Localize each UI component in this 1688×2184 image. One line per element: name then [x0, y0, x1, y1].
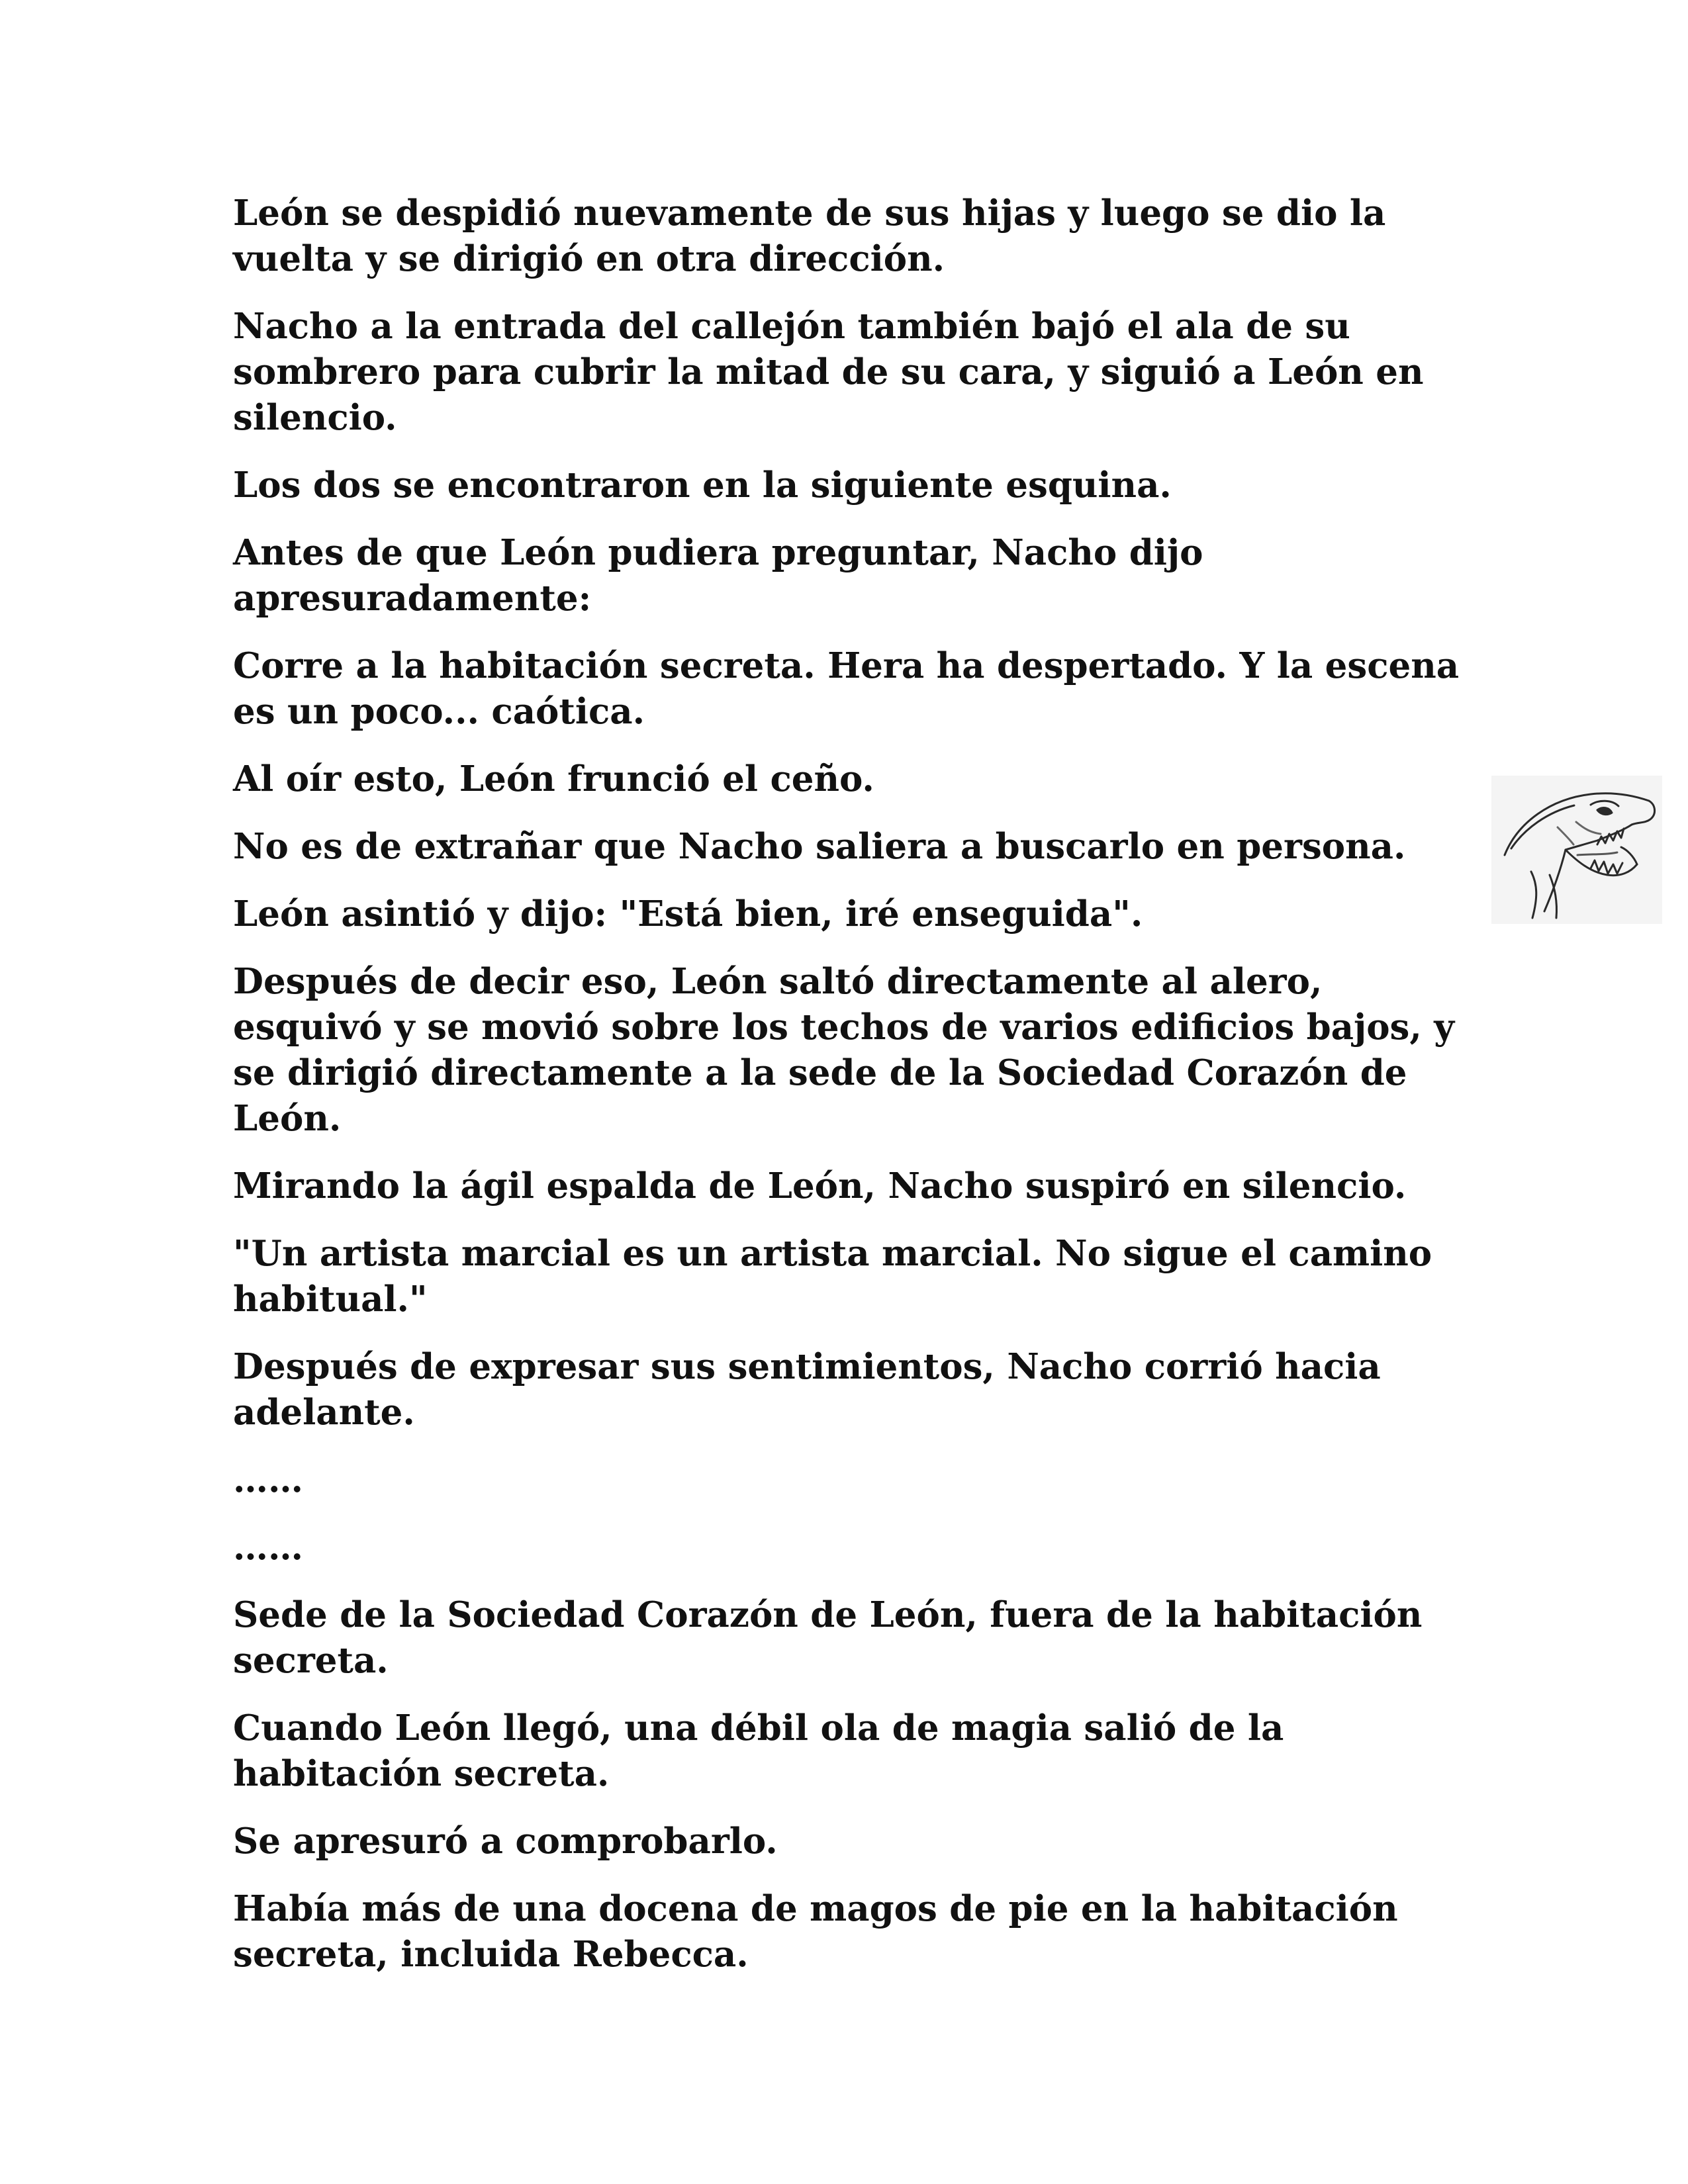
paragraph: No es de extrañar que Nacho saliera a buscarlo en persona. — [233, 826, 1406, 867]
paragraph: Cuando León llegó, una débil ola de magia salió de la habitación secreta. — [233, 1707, 1296, 1794]
paragraph: Sede de la Sociedad Corazón de León, fuera de la habitación secreta. — [233, 1594, 1434, 1681]
paragraph: León se despidió nuevamente de sus hijas y luego se dio la vuelta y se dirigió en otra dirección. — [233, 193, 1398, 279]
paragraph: Después de decir eso, León saltó directamente al alero, esquivó y se movió sobre los techos de varios edificios bajos, y se dirigió directamente a la sede de la Sociedad Corazón de León. — [233, 961, 1467, 1139]
paragraph: Los dos se encontraron en la siguiente esquina. — [233, 465, 1172, 506]
paragraph: "Un artista marcial es un artista marcial. No sigue el camino habitual." — [233, 1233, 1444, 1320]
paragraph: Había más de una docena de magos de pie en la habitación secreta, incluida Rebecca. — [233, 1888, 1411, 1975]
paragraph: Corre a la habitación secreta. Hera ha despertado. Y la escena es un poco... caótica. — [233, 645, 1472, 732]
paragraph: Después de expresar sus sentimientos, Nacho corrió hacia adelante. — [233, 1346, 1393, 1433]
ellipsis-separator: …… — [233, 1459, 303, 1500]
paragraph: Nacho a la entrada del callejón también bajó el ala de su sombrero para cubrir la mitad de su cara, y siguió a León en silencio. — [233, 306, 1436, 438]
dinosaur-head-sketch-icon — [1491, 776, 1662, 924]
paragraph: Al oír esto, León frunció el ceño. — [233, 758, 874, 799]
ellipsis-separator: …… — [233, 1527, 303, 1568]
paragraph: Se apresuró a comprobarlo. — [233, 1821, 778, 1862]
paragraph: Antes de que León pudiera preguntar, Nacho dijo apresuradamente: — [233, 532, 1215, 619]
story-text — [233, 191, 1477, 1999]
paragraph: León asintió y dijo: "Está bien, iré enseguida". — [233, 893, 1143, 934]
paragraph: Mirando la ágil espalda de León, Nacho suspiró en silencio. — [233, 1165, 1407, 1206]
